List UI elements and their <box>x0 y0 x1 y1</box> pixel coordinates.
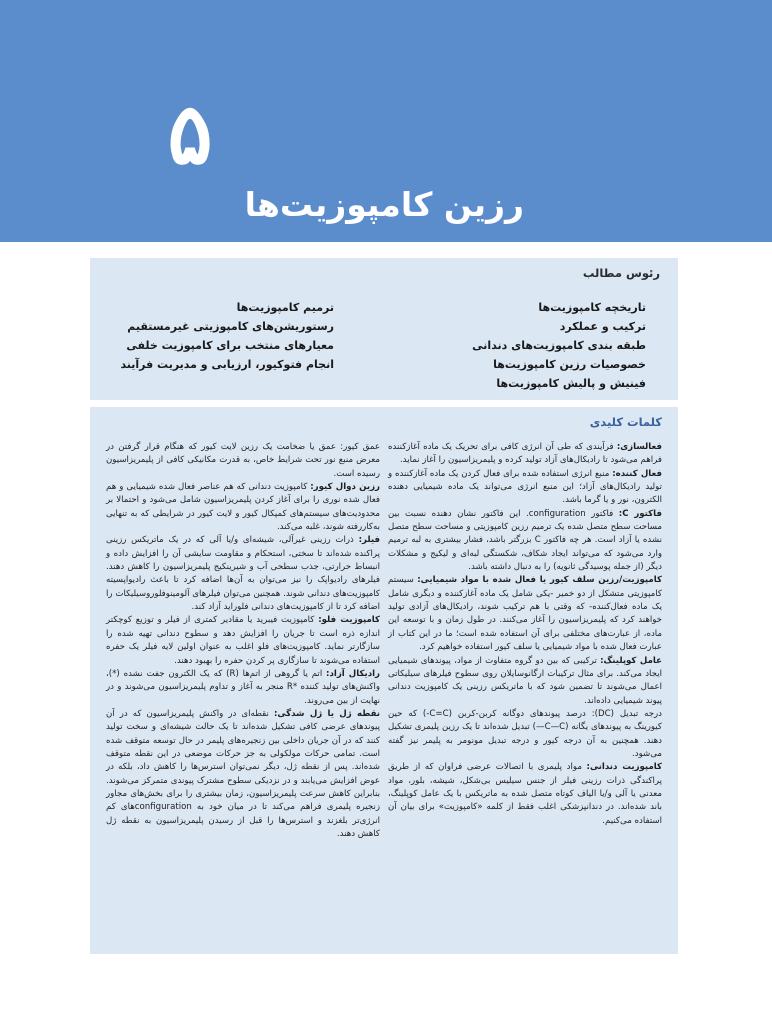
outline-box <box>90 258 678 400</box>
keyword-entry <box>388 655 662 708</box>
outline-item: معیارهای منتخب برای کامپوزیت خلفی <box>126 339 334 352</box>
keyword-entry <box>388 508 662 575</box>
keyword-term: فعال کننده: <box>612 468 662 479</box>
keyword-entry <box>388 761 662 828</box>
keyword-term: کامپوزیت دندانی: <box>586 762 662 773</box>
keyword-definition: درجه تبدیل (DC): درصد پیوندهای دوگانه کربن-کربن (C=C-) که حین کیورینگ به پیوندهای یگانه (C—C—) تبدیل شده‌اند تا یک رزین پلیمری تشکیل دهند. همچنین به آن درجه کیور و درجه تبدیل مونومر به پلیمر نیز گفته می‌شود. <box>388 708 662 759</box>
outline-heading: رئوس مطالب <box>582 266 660 280</box>
keyword-entry <box>106 534 380 614</box>
outline-item: ترمیم کامپوزیت‌ها <box>236 301 334 314</box>
keyword-definition: منبع انرژی استفاده شده برای فعال کردن یک ماده آغازکننده و تولید رادیکال‌های آزاد؛ این منبع انرژی می‌تواند یک ماده شیمیایی دهنده الکترون، نور و یا گرما باشد. <box>388 468 662 506</box>
keyword-definition: ذرات رزینی غیرآلی، شیشه‌ای و/یا آلی که در یک ماتریکس رزینی پراکنده شده‌اند تا سختی، استحکام و مقاومت سایشی آن را افزایش داده و انبساط حرارتی، جذب سطحی آب و شیرینکیج پلیمریزاسیون را کاهش دهند. فیلرهای رادیواپک را نیز می‌توان به آن‌ها اضافه کرد تا باعث رادیواپسیته کامپوزیت‌های دندانی شوند. همچنین می‌توان فیلرهای آلومینوفلوروسیلیکات را اضافه کرد تا از کامپوزیت‌های دندانی فلوراید آزاد کند. <box>106 535 380 613</box>
keyword-term: رادیکال آزاد: <box>326 668 380 679</box>
chapter-title: رزین کامپوزیت‌ها <box>244 185 524 224</box>
keyword-term: فعالسازی: <box>616 442 662 452</box>
chapter-number: ۵ <box>167 84 213 183</box>
keyword-definition: ترکیبی که بین دو گروه متفاوت از مواد، پیوندهای شیمیایی ایجاد می‌کند. برای مثال ترکیبات ارگانوسایلان روی سطوح فیلرهای سیلیکاتی اعمال می‌شوند تا تضمین شود که با ماتریکس رزینی یک کامپوزیت دندانی پیوند شیمیایی داده‌اند. <box>388 655 662 706</box>
keyword-definition: سیستم کامپوزیتی متشکل از دو خمیر -یکی شامل یک ماده آغازکننده و دیگری شامل یک ماده فعال‌کننده- که وقتی با هم ترکیب شوند، رادیکال‌های آزادی تولید خواهند کرد که پلیمریزاسیون را آغاز می‌کنند. در طول زمان و با توسعه این ماده، از عبارت‌های مختلفی برای آن استفاده شده است؛ ما در این کتاب از عبارت فعال شده با مواد شیمیایی یا سلف کیور استفاده خواهیم کرد. <box>388 575 662 653</box>
keywords-heading: کلمات کلیدی <box>589 415 662 429</box>
keyword-definition: اتم یا گروهی از اتم‌ها (R) که یک الکترون جفت نشده (*)، واکنش‌های تولید کننده *R منجر به آغاز و تداوم پلیمریزاسیون می‌شوند و در نهایت از بین می‌روند. <box>106 668 380 706</box>
keyword-definition: مواد پلیمری با اتصالات عرضی فراوان که از طریق پراکندگی ذرات رزینی فیلر از جنس سیلیس بی‌شکل، شیشه، بلور، مواد معدنی یا آلی و/یا الیاف کوتاه متصل شده به ماتریکس با یک عامل کوپلینگ، باند شده‌اند. در دندانپزشکی اغلب فقط از کلمه «کامپوزیت» برای بیان آن استفاده می‌کنیم. <box>388 762 662 826</box>
keyword-term: فاکتور C: <box>618 508 663 519</box>
keywords-right-column <box>388 441 662 828</box>
keyword-definition: فاکتور configuration. این فاکتور نشان دهنده نسبت بین مساحت سطح متصل شده یک ترمیم رزین کامپوزیتی و مساحت سطح متصل نشده یا آزاد است. هر چه فاکتور C بزرگتر باشد، فشار بیشتری به لبه ترمیم وارد می‌شود که می‌تواند ایجاد شکاف، شکستگی لبه‌ای و لیکیج و مشکلات دیگر (از جمله پوسیدگی ثانویه) را به دنبال داشته باشد. <box>388 508 662 573</box>
keywords-left-column <box>106 441 380 841</box>
chapter-header <box>0 0 772 242</box>
keyword-entry <box>106 668 380 708</box>
keyword-definition: کامپوزیت فیبرید یا مقادیر کمتری از فیلر و توزیع کوچکتر اندازه ذره است تا جریان را افزایش دهد و سطوح دندانی تهیه شده را سازگارتر نماید. کامپوزیت‌های فلو اغلب به عنوان اولین لایه فیلر یک حفره استفاده می‌شوند تا سازگاری پر کردن حفره را بهبود دهند. <box>106 615 380 666</box>
keyword-entry <box>106 441 380 481</box>
outline-item: ترکیب و عملکرد <box>559 320 646 333</box>
keyword-term: کامپوزیت/رزین سلف کیور یا فعال شده با مواد شیمیایی: <box>417 575 662 586</box>
outline-item: رستوریشن‌های کامپوزیتی غیرمستقیم <box>127 320 334 333</box>
keyword-entry <box>106 614 380 667</box>
outline-item: طبقه بندی کامپوزیت‌های دندانی <box>472 339 646 352</box>
outline-right-list <box>472 298 646 393</box>
keyword-term: نقطه ژل یا ژل شدگی: <box>273 708 380 719</box>
keyword-definition: نقطه‌ای در واکنش پلیمریزاسیون که در آن پیوندهای عرضی کافی تشکیل شده‌اند تا یک حالت شیشه‌ای و سخت تولید کنند که در آن جریان داخلی بین زنجیره‌های پلیمر در حال توسعه متوقف شده است. تمامی حرکات مولکولی به جز حرکات موضعی در این نقطه متوقف شده‌اند. پس از نقطه ژل، دیگر نمی‌توان استرس‌ها را کاهش داد، بلکه در عوض افزایش می‌یابند و در نزدیکی سطوح مشترک پیوندی متمرکز می‌شوند. بنابراین کاهش سرعت پلیمریزاسیون، زمان بیشتری را برای بخش‌های مجاور زنجیره پلیمری فراهم می‌کند تا در میان خود به configurationهای کم انرژی‌تر بلغزند و استرس‌ها را قبل از رسیدن پلیمریزاسیون به نقطه ژل کاهش دهند. <box>106 708 381 839</box>
outline-item: خصوصیات رزین کامپوزیت‌ها <box>493 358 646 371</box>
keyword-entry <box>388 468 662 508</box>
keyword-definition: کامپوزیت دندانی که هم عناصر فعال شده شیمیایی و هم فعال شده نوری را برای آغاز کردن پلیمریزاسیون شامل می‌شود و احتمالا بر محدودیت‌های سیستم‌های کمپکال کیور و لایت کیور در شرایطی که به تنهایی به‌کاررفته شوند، غلبه می‌کند. <box>106 482 380 533</box>
keyword-term: عامل کوپلینگ: <box>600 655 662 666</box>
outline-item: انجام فتوکیور، ارزیابی و مدیریت فرآیند <box>120 358 334 371</box>
outline-item: فینیش و پالیش کامپوزیت‌ها <box>496 377 646 390</box>
outline-item: تاریخچه کامپوزیت‌ها <box>538 301 646 314</box>
keyword-entry <box>388 708 662 761</box>
keyword-entry <box>388 574 662 654</box>
keyword-term: رزین دوال کیور: <box>310 482 380 493</box>
outline-left-list <box>120 298 334 374</box>
keyword-definition: فرآیندی که طی آن انرژی کافی برای تحریک یک ماده آغازکننده فراهم می‌شود تا رادیکال‌های آزاد تولید کرده و پلیمریزاسیون را آغاز نماید. <box>388 442 662 466</box>
keyword-term: فیلر: <box>358 535 380 546</box>
keyword-entry <box>388 441 662 468</box>
keyword-entry <box>106 708 380 841</box>
keywords-box <box>90 407 678 954</box>
keyword-entry <box>106 481 380 534</box>
keyword-term: کامپوزیت فلو: <box>318 615 380 626</box>
keyword-definition: عمق کیور: عمق یا ضخامت یک رزین لایت کیور که هنگام قرار گرفتن در معرض منبع نور تحت شرایط خاص، به قدرت مکانیکی کافی از پلیمریزاسیون رسیده است. <box>106 442 380 479</box>
